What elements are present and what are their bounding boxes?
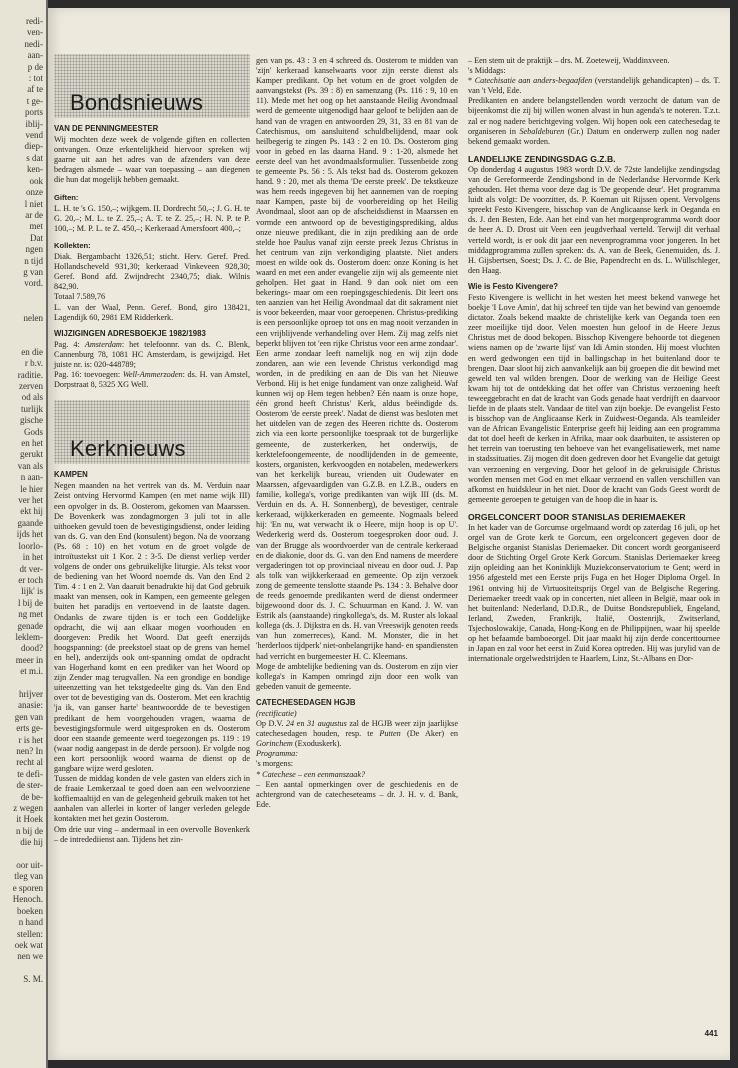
wijziging-amsterdam: Pag. 4: Amsterdam: het telefoonnr. van ds. C. Blenk, Cannenburg 78, 1081 HC Amsterdam, is gewijzigd. Het juiste nr. is: 020-448789; [54,339,250,369]
middags-label: 's Middags: [468,66,506,76]
programma-label: Programma: [256,749,298,759]
column-right [468,56,720,664]
morgens-label: 's morgens: [256,759,294,769]
morgens-item: * Catechese – een eenmanszaak? [256,769,366,779]
penningmeester-heading: VAN DE PENNINGMEESTER [54,124,159,133]
wijziging-well: Pag. 16: toevoegen: Well-Ammerzoden: ds. H. van Amstel, Dorpstraat 8, 5325 XG Well. [54,370,250,390]
giften-heading: Giften: [54,192,79,202]
catechese-note: Predikanten en andere belangstellenden wordt verzocht de datum van de bijeenkomst die zij bij willen wonen alvast in hun agenda's te noteren. T.z.t. zal er nog nadere berichtgeving volgen. Wij hopen ook een catechesedag te organiseren in Sebaldeburen (Gr.) Datum en onderwerp zullen nog nader bekend gemaakt worden. [468,96,720,146]
penningmeester-intro: Wij mochten deze week de volgende giften en collecten ontvangen. Onze erkentelijkheid hiervoor spreken wij gaarne uit aan het adres van de afzenders van deze bedragen alsmede – waar van toepassing – aan diegenen die hun dat mogelijk hebben gemaakt. [54,135,250,185]
column-left [54,54,250,845]
previous-page-edge [0,0,48,1068]
previous-page-fragment: redi- ven- nedi- aan- p de : tot af te t ge- ports iblij- vend diep- s dat ken- ook onze l niet ar de met Dat ngen n tijd g van vord. nelen en die r b.v. raditie. zerven od als turlijk gische Gods en het gerukt van als n aan- le hier ver het ekt hij gaande ijds het loorlo- in het dt ver- er toch lijk' is l bij de ng met genade leklem- dood? meer in et m.i. hrijver anasie: gen van erts ge- r is het nen? In recht al te defi- de ster- de be- z wegen it Hoek n bij de die hij oor uit- tleg van e sporen Henoch. boeken n hand stellen: oek wat nen we S. M. [12,16,43,985]
catechesedagen-heading: CATECHESEDAGEN HGJB [256,697,356,707]
orgelconcert-article: In het kader van de Gorcumse orgelmaand wordt op zaterdag 16 juli, op het orgel van de Grote kerk te Gorcum, een orgelconcert gegeven door de Belgische organist Stanislas Deriemaeker. Dit concert wordt georganiseerd door de Stichting Orgel Grote Kerk Gorcum. Stanislas Deriemaeker kreeg zijn opleiding aan het Koninklijk Muziekconservatorium te Gent; werd in 1956 afgesteld met een Eerste prijs Fuga en het Hoger Diploma Orgel. In 1961 ontving hij de Virtuositeitsprijs Orgel van de Belgische Regering. Deriemaeker treedt vaak op in concerten, niet alleen in België, maar ook in het buitenland: Nederland, D.D.R., de Duitse Bondsrepubliek, Engeland, Ierland, Zweden, Frankrijk, Italië, Oostenrijk, Zwitserland, Tsjechoslowakije, Canada, Hong-Kong en de Philippijnen, waar hij speelde op het befaamde bamboeorgel. Dit jaar maakt hij zijn derde concerttournee in Japan en zal voor het eerst in Zuid Korea optreden. Hij was jurylid van de internationale orgelwedstrijden te Haarlem, Linz, St.-Albans en Dor- [468,522,720,664]
catechese-continued: – Een stem uit de praktijk – drs. M. Zoeteweij, Waddinxveen. [468,56,670,65]
middags-item: * Catechisatie aan anders-begaafden (verstandelijk gehandicapten) – ds. T. van 't Veld, Ede. [468,76,720,96]
rectificatie-label: (rectificatie) [256,709,297,718]
bondsnieuws-title: Bondsnieuws [70,89,204,115]
kampen-article-continued: gen van ps. 43 : 3 en 4 schreed ds. Oosterom te midden van 'zijn' kerkeraad kanselwaarts voor zijn eerste dienst als Kamper predikant. Op het votum en de groet volgden de aanvangstekst (Ps. 39 : 8) en samenzang (Ps. 116 : 9, 10 en 11). Mede met het oog op het aanstaande Heilig Avondmaal werd de gemeente uitgenodigd haar geloof te belijden aan de hand van de vragen en antwoorden 29, 31, 33 en 81 van de Catechismus, om aansluitend schuldbelijdend, maar ook heilbegerig te zingen Ps. 143 : 2 en 10. Ds. Oosterom ging voor in gebed en las daarna Hand. 9 : 1-20, alsmede het eerste deel van het avondmaalsformulier. Tussenbeide zong te gemeente Ps. 56 : 5. Als tekst had ds. Oosterom gekozen hand. 9 : 20, met als thema 'De eerste preek'. De tekstkeuze was hem reeds ingegeven bij het aannemen van de roeping naar Kampen, paste bij de voorbereiding op het Heilig Avondmaal, sloot aan op de afscheidsdienst in Maarssen en vormde een antwoord op de bevestigingsprediking, aldus onze nieuwe predikant, die in zijn prediking aan de orde stelde hoe Paulus vanaf zijn eerste preek Jezus Christus in het centrum van zijn verkondiging plaatste. Niet anders moest en wilde ook ds. Oosterom doen: onze Koning is het waard en met een ander evangelie zijn wij als gemeente niet geholpen. Het gaat in Hand. 9 dan ook niet om een bekerings- maar om een roepingsgeschiedenis. Dit leert ons ten aanzien van het Heilig Avondmaal dat dit sakrament niet is voor bekeerden, maar voor geroepenen. Christus-prediking is een persoonlijke oproep tot ons en mag nooit verzanden in een vrijblijvende verhandeling over Hem. Zij mag zelfs niet beperkt blijven tot 'een rijke Christus voor een arme zondaar'. Een arme zondaar leeft namelijk nog en wij zijn dode zondaren, aan wie een levende Christus verkondigd mag worden, in de prediking en aan de Dis van het Nieuwe Verbond. Hij is het enige fundament van onze zaligheid. Waf kunnen wij op Hem tegen hebben? Eén naam is onze hope, één grond heeft Christus' Kerk, aldus beëindigde ds. Oosterom 'de eerste preek'. Nadat de dienst was besloten met het uitdelen van de zegen des Heeren richtte ds. Oosterom zich via een korte persoonlijke toespraak tot de burgerlijke gemeente, de zusterkerken, het onderwijs, de kerktelefoongemeente, de noodlijdenden in de gemeente, kosters, organisten, kerkvoogden en notabelen, medewerkers van het kerkelijk bureau, vrienden uit Oudewater en Maarssen, afgevaardigden van G.Z.B. en I.Z.B., ouders en familie, kollega's, vorige predikanten van wijk III (ds. M. Verduin en ds. A. H. Sonnenberg), de bevestiger, centrale kerkeraad, wijkkerkeraden en gemeente. Nogmaals beleed hij: 'En nu, wat verwacht ik o Heere, mijn hoop is op U'. Wederkerig werd ds. Oosterom toegesproken door oud. J. van der Brugge als woordvoerder van de centrale kerkeraad en de diakonie, door ds. G. van den End namens de meerdere vergaderingen tot op provinciaal niveau en door oud. J. Pap als tolk van wijkkerkeraad en gemeente. Op zijn verzoek zong de gemeente tenslotte staande Ps. 134 : 3. Behalve door de reeds genoemde predikanten werd de dienst ondermeer bijgewoond door ds. J. C. Schuurman en Kand. J. W. van Estrik als (aanstaande) ringkollega's, ds. M. Ruster als lokaal kollega (ds. J. Dijkstra en ds. H. van Vreeswijk genoten reeds van hun zomerreces), Kand. M. Monster, die in het 'herderloos tijdperk' niet-onbelangrijke hand- en spandiensten had verricht en burgemeester H. C. Kleemans. Moge de ambtelijke bediening van ds. Oosterom en zijn vier kollega's in Kampen omringd zijn door een wolk van gebeden vanuit de gemeente. [256,56,458,691]
zendingsdag-article: Op donderdag 4 augustus 1983 wordt D.V. de 72ste landelijke zendingsdag van de Gereformeerde Zendingsbond in de Nederlandse Hervormde Kerk gehouden. Het thema voor deze dag is 'De geopende deur'. Het programma luidt als volgt: De voorzitter, ds. P. Koeman uit Rijssen opent. Vervolgens spreekt Festo Kivengere, bisschop van de Anglicaanse kerk in Oeganda en ds. J. den Besten, Ede. Aan het eind van het morgenprogramma wordt door de heer A. D. Drost uit Veen een jeugdverhaal verteld. Terwijl dit verhaal verteld wordt, is er ook dit jaar een nevenprogramma voor jongeren. In het middagprogramma zullen spreken: ds. A. van de Beek, Genemuiden, ds. J. H. Gijsbertsen, Soest; Ds. J. C. de Bie, Papendrecht en ds. L. Wüllschleger, den Haag. [468,164,720,275]
kollekten-list: Diak. Bergambacht 1326,51; sticht. Herv. Geref. Pred. Hollandscheveld 931,30; kerkeraad Vinkeveen 928,30; Geref. Bond afd. Zwijndrecht 2340,75; diak. Wilnis 842,90. [54,252,250,292]
morgens-text: – Een aantal opmerkingen over de geschiedenis en de achtergrond van de catecheseteams – dr. J. H. v. d. Bank, Ede. [256,779,458,809]
page-number: 441 [704,1029,718,1038]
kampen-heading: KAMPEN [54,470,88,480]
totaal-amount: Totaal 7.589,76 [54,292,106,302]
adresboekje-heading: WIJZIGINGEN ADRESBOEKJE 1982/1983 [54,328,206,338]
giften-list: L. H. te 's G. 150,–; wijkgem. II. Dordrecht 50,–; J. G. H. te G. 20,–; M. L. te Z. 25,–; A. T. te Z. 25,–; H. N. P. te P. 100,–; M. P. L. te Z. 450,–; Kerkeraad Amersfoort 400,–; [54,203,250,233]
penningmeester-signature: L. van der Waal, Penn. Geref. Bond, giro 138421, Lagendijk 60, 2981 EM Ridderkerk. [54,302,250,322]
kerknieuws-title: Kerknieuws [70,436,186,462]
catechesedagen-intro: Op D.V. 24 en 31 augustus zal de HGJB weer zijn jaarlijkse catechesedagen houden, resp. te Putten (De Aker) en Gorinchem (Exoduskerk). [256,719,458,749]
festo-heading: Wie is Festo Kivengere? [468,281,559,291]
festo-article: Festo Kivengere is wellicht in het westen het meest bekend vanwege het boekje 'I Love Amin', dat hij schreef ten tijde van het bewind van genoemde dictator. Zoals bekend maakte de christelijke kerk van Oeganda toen een zeer moeilijke tijd door. Velen moesten hun geloof in de Heere Jezus Christus met de dood bekopen. Bisschop Kivengere behoorde tot diegenen wiens namen op de 'zwarte lijst' van Idi Amin stonden. Hij moest vluchten en werd gedwongen een tijd in ballingschap in het buitenland door te brengen. Daar sloot hij zich aanvankelijk aan bij groepen die dit bewind met geweld ten val wilden brengen. Door de werking van de Heilige Geest kwam hij tot de ontdekking dat het offer van Christus verzoening heeft teweeggebracht en dat de kracht van Gods genade haat verdrijft en daarvoor liefde in de plaats stelt. Vandaar de titel van zijn boekje. De evangelist Festo is bisschop van de Anglicaanse Kerk in Zuidwest-Oeganda. Als teamleider van de African Evangelistic Enterprise geeft hij leiding aan een programma dat tot doel heeft de kerken in Afrika, maar ook daarbuiten, te assisteren op het terrein van toerusting ten behoeve van het evangelisatiewerk, met name in stadssituaties. Zij mogen dit doen gedreven door het Evangelie dat getuigt van verzoening en vergeving. Door het geloof in de gekruisigde Christus worden mensen met God en met elkaar verzoend en vallen verschillen van afkomst en huidskleur in het niet. Door de kracht van Gods Geest wordt de gemeente geroepen te getuigen van de hoop die in haar is. [468,292,720,504]
bondsnieuws-banner [54,54,250,118]
column-middle [256,56,458,810]
kampen-article: Negen maanden na het vertrek van ds. M. Verduin naar Zeist ontving Hervormd Kampen (en met name wijk III) een opvolger in ds. B. Oosterom, gekomen van Maarssen. De Bovenkerk was zondagmorgen 3 juli tot in alle uithoeken gevuld toen de bevestigingsdienst, onder leiding van ds. G. van den End (konsulent) begon. Na de voorzang (Ps. 68 : 10) en het votum en de groet volgde de introïtustekst uit 1 Kor. 2 : 3-5. De dienst verliep verder volgens de onder ons gebruikelijke liturgie. Als tekst voor de bediening van het Woord noemde ds. Van den End 2 Tim. 4 : 1 en 2. Van daaruit benadrukte hij dat God gebruik maakt van mensen, ook in Kampen, een gemeente gelegen buiten het paradijs en vertoevend in de laatste dagen. Ondanks de zware tijden is er toch een Goddelijke opdracht, die wij aan elkaar mogen voorhouden en doorgeven: Predik het Woord. Dat geeft enerzijds hoogspanning: (de preekstoel staat op de grens van hemel en hel), anderzijds ook ont-spanning omdat de opdracht van Hogerhand komt en een prediker van het Woord op zijn Zender mag terugvallen. Na een grondige en bondige uiteenzetting van het tekstgedeelte ging ds. Van den End over tot de bevestiging van ds. Oosterom. Met een krachtig 'ja ik, van ganser harte' beantwoordde de te bevestigen predikant de hem voorgehouden vragen, waarna de bevestigingsformule werd uitgesproken en ds. Oosterom door een staande gemeente werd toegezongen ps. 119 : 19 (waar nodig aangepast in de derde persoon). Er volgde nog een kort persoonlijk woord waarna de dienst op de gangbare wijze werd gesloten. Tussen de middag konden de vele gasten van elders zich in de fraaie Lemkerzaal te goed doen aan een welvoorziene koffiemaaltijd en van de gelegenheid gebruik maken tot het aanhalen van allerlei in korter of langer verleden gelegde kontakten met het gezin Oosterom. Om drie uur ving – andermaal in een overvolle Bovenkerk – de intredediienst aan. Tijdens het zin- [54,481,250,844]
zendingsdag-heading: LANDELIJKE ZENDINGSDAG G.Z.B. [468,153,616,164]
kerknieuws-banner [54,400,250,464]
magazine-page [48,8,730,1060]
orgelconcert-heading: ORGELCONCERT DOOR STANISLAS DERIEMAEKER [468,511,686,522]
kollekten-heading: Kollekten: [54,240,91,250]
